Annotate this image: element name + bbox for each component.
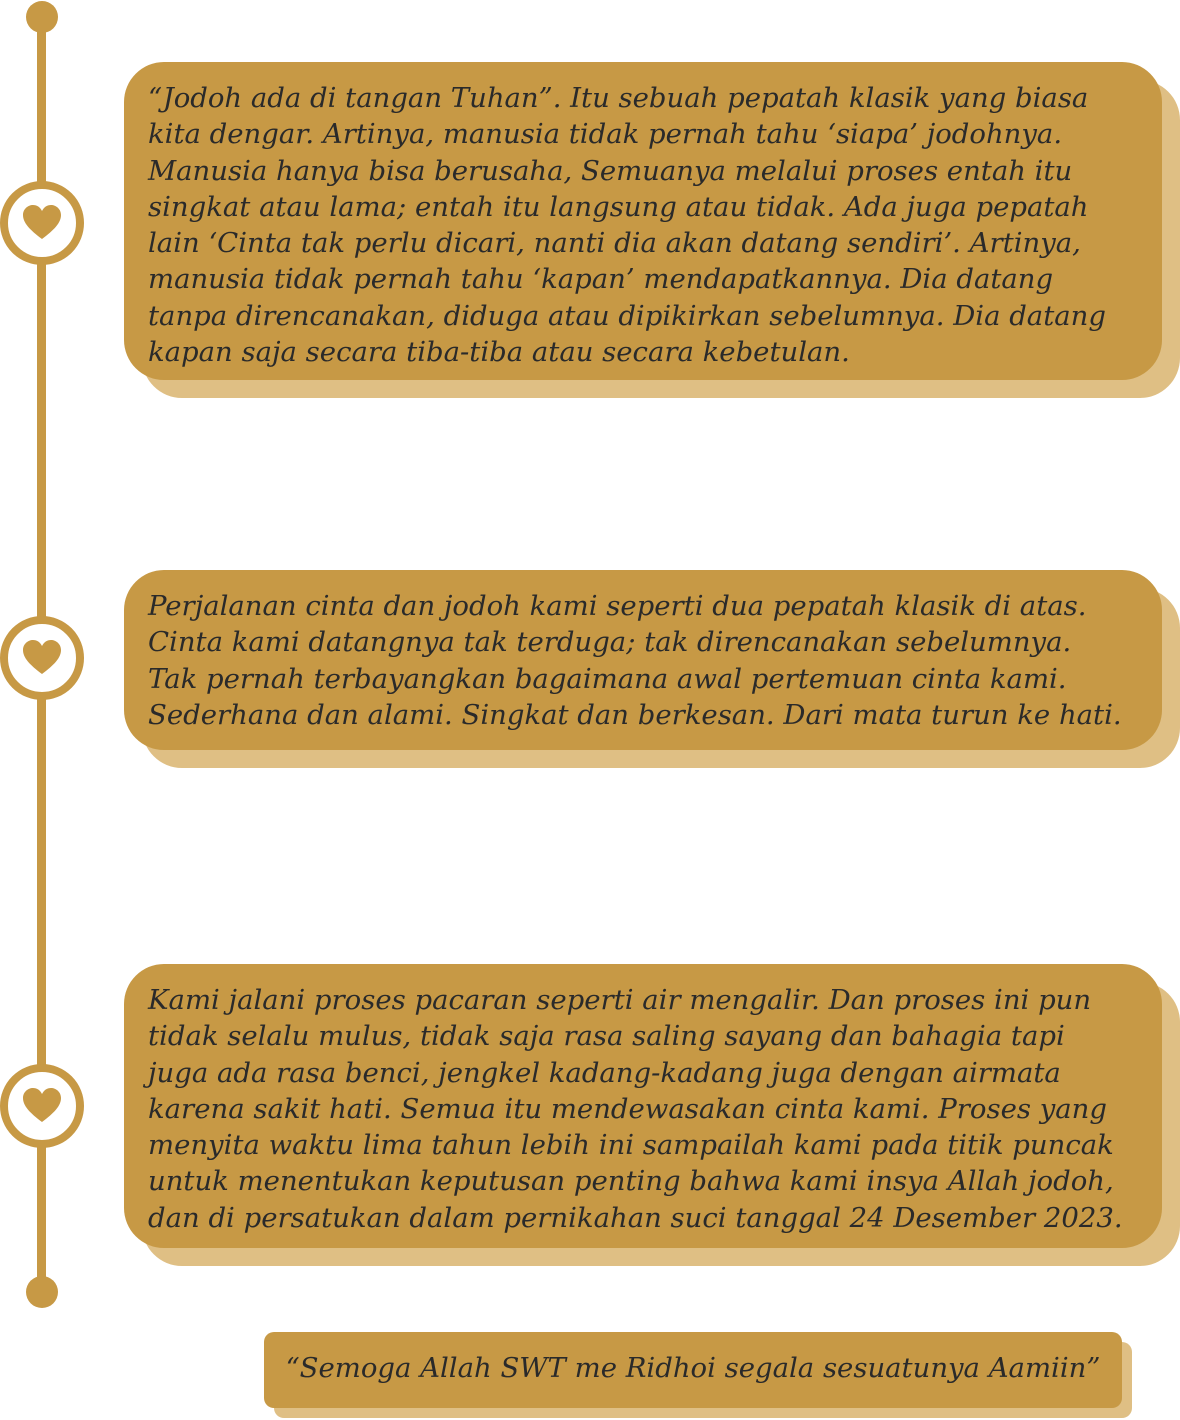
timeline-marker-3 [0,1064,84,1148]
story-card-1 [124,62,1162,380]
story-line: singkat atau lama; entah itu langsung atau tidak. Ada juga pepatah [148,190,1089,223]
story-line: “Jodoh ada di tangan Tuhan”. Itu sebuah pepatah klasik yang biasa [148,82,1089,114]
timeline-marker-1 [0,181,84,265]
story-card-3 [124,964,1162,1248]
closing-prayer: “Semoga Allah SWT me Ridhoi segala sesuatunya Aamiin” [264,1332,1122,1408]
story-line: dan di persatukan dalam pernikahan suci tanggal 24 Desember 2023. [148,1201,1123,1234]
story-line: menyita waktu lima tahun lebih ini sampailah kami pada titik puncak [148,1129,1114,1162]
heart-icon [22,1088,62,1124]
story-line: kapan saja secara tiba-tiba atau secara kebetulan. [148,336,850,369]
story-line: manusia tidak pernah tahu ‘kapan’ mendapatkannya. Dia datang [148,263,1054,296]
story-line: lain ‘Cinta tak perlu dicari, nanti dia akan datang sendiri’. Artinya, [148,227,1081,260]
story-card-2 [124,570,1162,750]
story-line: Tak pernah terbayangkan bagaimana awal pertemuan cinta kami. [148,662,1067,695]
story-line: karena sakit hati. Semua itu mendewasakan cinta kami. Proses yang [148,1092,1107,1125]
story-line: untuk menentukan keputusan penting bahwa kami insya Allah jodoh, [148,1165,1114,1198]
timeline-start-dot [26,1,58,33]
story-line: Sederhana dan alami. Singkat dan berkesan. Dari mata turun ke hati. [148,698,1122,731]
story-line: Cinta kami datangnya tak terduga; tak direncanakan sebelumnya. [148,626,1072,659]
timeline-marker-2 [0,616,84,700]
story-line: Perjalanan cinta dan jodoh kami seperti dua pepatah klasik di atas. [148,590,1087,622]
timeline-end-dot [26,1276,58,1308]
story-line: tanpa direncanakan, diduga atau dipikirkan sebelumnya. Dia datang [148,299,1106,332]
story-line: juga ada rasa benci, jengkel kadang-kadang juga dengan airmata [148,1056,1061,1089]
story-line: Manusia hanya bisa berusaha, Semuanya melalui proses entah itu [148,154,1073,187]
heart-icon [22,640,62,676]
story-line: kita dengar. Artinya, manusia tidak pernah tahu ‘siapa’ jodohnya. [148,118,1063,151]
story-line: Kami jalani proses pacaran seperti air mengalir. Dan proses ini pun [148,984,1092,1016]
story-line: tidak selalu mulus, tidak saja rasa saling sayang dan bahagia tapi [148,1020,1065,1053]
heart-icon [22,205,62,241]
